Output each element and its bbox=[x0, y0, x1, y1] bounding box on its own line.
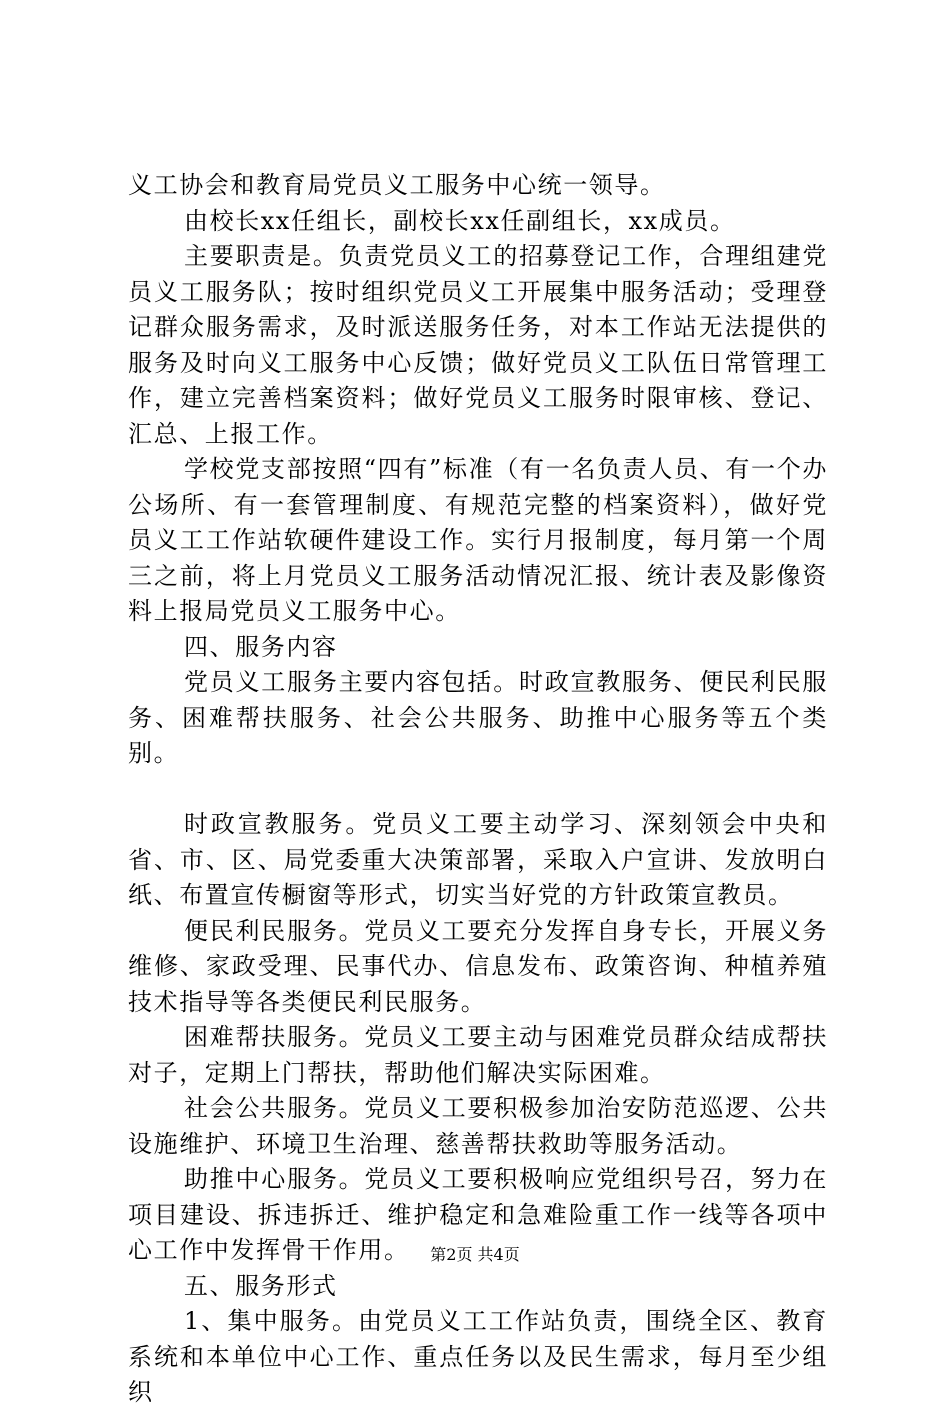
page-footer: 第2页 共4页 bbox=[430, 1245, 520, 1264]
paragraph: 助推中心服务。党员义工要积极响应党组织号召，努力在项目建设、拆违拆迁、维护稳定和急难险重工作一线等各项中心工作中发挥骨干作用。 bbox=[128, 1165, 828, 1264]
paragraph: 四、服务内容 bbox=[184, 632, 338, 661]
paragraph: 时政宣教服务。党员义工要主动学习、深刻领会中央和省、市、区、局党委重大决策部署，采取入户宣讲、发放明白纸、布置宣传橱窗等形式，切实当好党的方针政策宣教员。 bbox=[128, 810, 828, 909]
paragraph: 社会公共服务。党员义工要积极参加治安防范巡逻、公共设施维护、环境卫生治理、慈善帮扶救助等服务活动。 bbox=[128, 1094, 828, 1158]
paragraph: 由校长xx任组长，副校长xx任副组长，xx成员。 bbox=[184, 206, 736, 235]
paragraph: 困难帮扶服务。党员义工要主动与困难党员群众结成帮扶对子，定期上门帮扶，帮助他们解决实际困难。 bbox=[128, 1023, 828, 1087]
paragraph: 义工协会和教育局党员义工服务中心统一领导。 bbox=[128, 171, 666, 199]
paragraph: 党员义工服务主要内容包括。时政宣教服务、便民利民服务、困难帮扶服务、社会公共服务、助推中心服务等五个类别。 bbox=[128, 668, 828, 767]
paragraph: 学校党支部按照“四有”标准（有一名负责人员、有一个办公场所、有一套管理制度、有规范完整的档案资料），做好党员义工工作站软硬件建设工作。实行月报制度，每月第一个周三之前，将上月党员义工服务活动情况汇报、统计表及影像资料上报局党员义工服务中心。 bbox=[128, 455, 828, 625]
paragraph: 主要职责是。负责党员义工的招募登记工作，合理组建党员义工服务队；按时组织党员义工开展集中服务活动；受理登记群众服务需求，及时派送服务任务，对本工作站无法提供的服务及时向义工服务中心反馈；做好党员义工队伍日常管理工作，建立完善档案资料；做好党员义工服务时限审核、登记、汇总、上报工作。 bbox=[128, 242, 828, 448]
paragraph: 1、集中服务。由党员义工工作站负责，围绕全区、教育系统和本单位中心工作、重点任务以及民生需求，每月至少组织 bbox=[128, 1307, 828, 1406]
document-body bbox=[128, 168, 828, 1411]
blank-line bbox=[128, 772, 828, 808]
paragraph: 五、服务形式 bbox=[184, 1271, 338, 1300]
paragraph: 便民利民服务。党员义工要充分发挥自身专长，开展义务维修、家政受理、民事代办、信息发布、政策咨询、种植养殖技术指导等各类便民利民服务。 bbox=[128, 916, 828, 1016]
